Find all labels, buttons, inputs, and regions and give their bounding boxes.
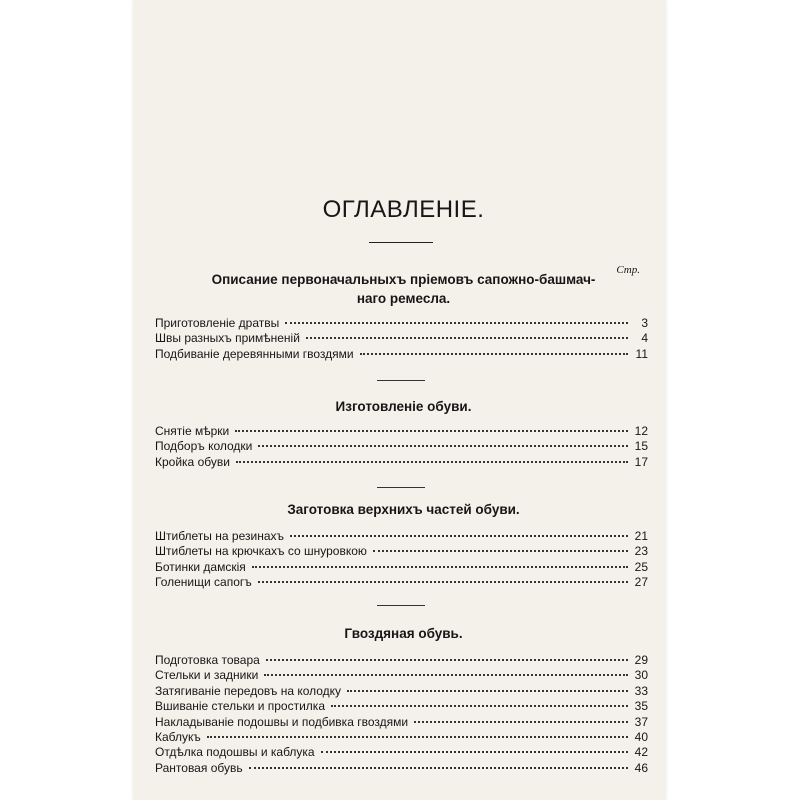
toc-entry-page: 30 [634,668,648,683]
toc-list-4 [155,653,648,776]
toc-entry [155,575,648,590]
toc-entry [155,529,648,544]
section-heading-3 [155,500,652,519]
toc-entry [155,331,648,346]
toc-entry-label: Накладываніе подошвы и подбивка гвоздями [155,714,409,729]
toc-entry-page: 17 [634,454,648,469]
section-divider [377,487,425,488]
title-rule [369,242,433,243]
toc-entry-page: 15 [634,439,648,454]
dot-leader [258,445,628,447]
toc-entry-page: 35 [634,699,648,714]
dot-leader [290,535,628,537]
section-heading-line: Заготовка верхнихъ частей обуви. [287,502,520,517]
toc-entry [155,653,648,668]
section-heading-line: Описание первоначальныхъ пріемовъ сапожно-башмач- [211,272,596,287]
dot-leader [252,566,628,568]
dot-leader [414,721,628,723]
section-heading-4 [155,624,652,643]
toc-entry-label: Ботинки дамскія [155,559,246,574]
toc-list-1 [155,316,648,362]
toc-entry [155,347,648,362]
dot-leader [266,659,628,661]
toc-entry [155,745,648,760]
bleed-through-text [155,40,652,220]
toc-entry-page: 46 [634,760,648,775]
toc-entry-label: Стельки и задники [155,668,259,683]
dot-leader [321,751,628,753]
toc-entry [155,668,648,683]
toc-entry [155,316,648,331]
book-page [133,0,666,800]
toc-entry [155,544,648,559]
dot-leader [249,767,628,769]
toc-entry [155,424,648,439]
toc-entry-page: 12 [634,424,648,438]
toc-entry-label: Подготовка товара [155,653,260,667]
toc-entry-page: 4 [641,331,648,346]
section-heading-2 [155,397,652,416]
dot-leader [347,690,628,692]
dot-leader [258,581,628,583]
dot-leader [264,674,628,676]
section-heading-line: Гвоздяная обувь. [344,626,463,641]
toc-entry [155,439,648,454]
toc-entry-label: Штиблеты на крючкахъ со шнуровкою [155,544,367,559]
toc-entry [155,730,648,745]
toc-entry-label: Приготовленіе дратвы [155,316,280,330]
toc-entry-page: 42 [634,745,648,760]
toc-entry-label: Кройка обуви [155,454,230,469]
toc-entry-label: Вшиваніе стельки и простилка [155,699,325,714]
toc-entry-label: Затягиваніе передовъ на колодку [155,683,342,698]
toc-entry-page: 37 [634,714,648,729]
page-title: ОГЛАВЛЕНІЕ. [322,196,485,223]
dot-leader [373,550,628,552]
section-heading-line: Изготовленіе обуви. [335,399,472,414]
toc-list-3 [155,529,648,591]
toc-entry [155,699,648,714]
toc-entry-page: 23 [634,544,648,559]
toc-entry-label: Подборъ колодки [155,439,253,454]
toc-entry-page: 11 [635,346,648,361]
toc-entry [155,761,648,776]
toc-entry-label: Каблукъ [155,729,201,744]
toc-entry-label: Рантовая обувь [155,760,243,775]
section-divider [377,380,425,381]
section-heading-1 [155,270,652,308]
toc-entry [155,455,648,470]
toc-entry-label: Подбиваніе деревянными гвоздями [155,346,354,361]
dot-leader [236,461,628,463]
toc-entry-page: 21 [634,529,648,543]
toc-entry [155,684,648,699]
toc-entry-label: Снятіе мѣрки [155,424,230,438]
dot-leader [360,353,628,355]
dot-leader [235,430,628,432]
toc-entry-label: Голенищи сапогъ [155,575,252,590]
dot-leader [207,736,628,738]
dot-leader [331,705,628,707]
toc-entry-page: 29 [634,653,648,667]
toc-entry-page: 27 [634,575,648,590]
toc-entry-page: 33 [634,683,648,698]
toc-entry-page: 40 [634,729,648,744]
toc-entry-label: Отдѣлка подошвы и каблука [155,745,315,760]
toc-entry-page: 3 [641,316,648,330]
toc-entry-label: Штиблеты на резинахъ [155,529,284,543]
page-column-label: Стр. [616,264,640,276]
toc-entry-label: Швы разныхъ примѣненій [155,331,300,346]
toc-entry [155,715,648,730]
section-divider [377,605,425,606]
toc-entry [155,560,648,575]
page-content [155,0,652,800]
section-heading-line: наго ремесла. [356,291,451,306]
toc-list-2 [155,424,648,470]
dot-leader [285,322,628,324]
dot-leader [306,337,628,339]
toc-entry-page: 25 [634,559,648,574]
